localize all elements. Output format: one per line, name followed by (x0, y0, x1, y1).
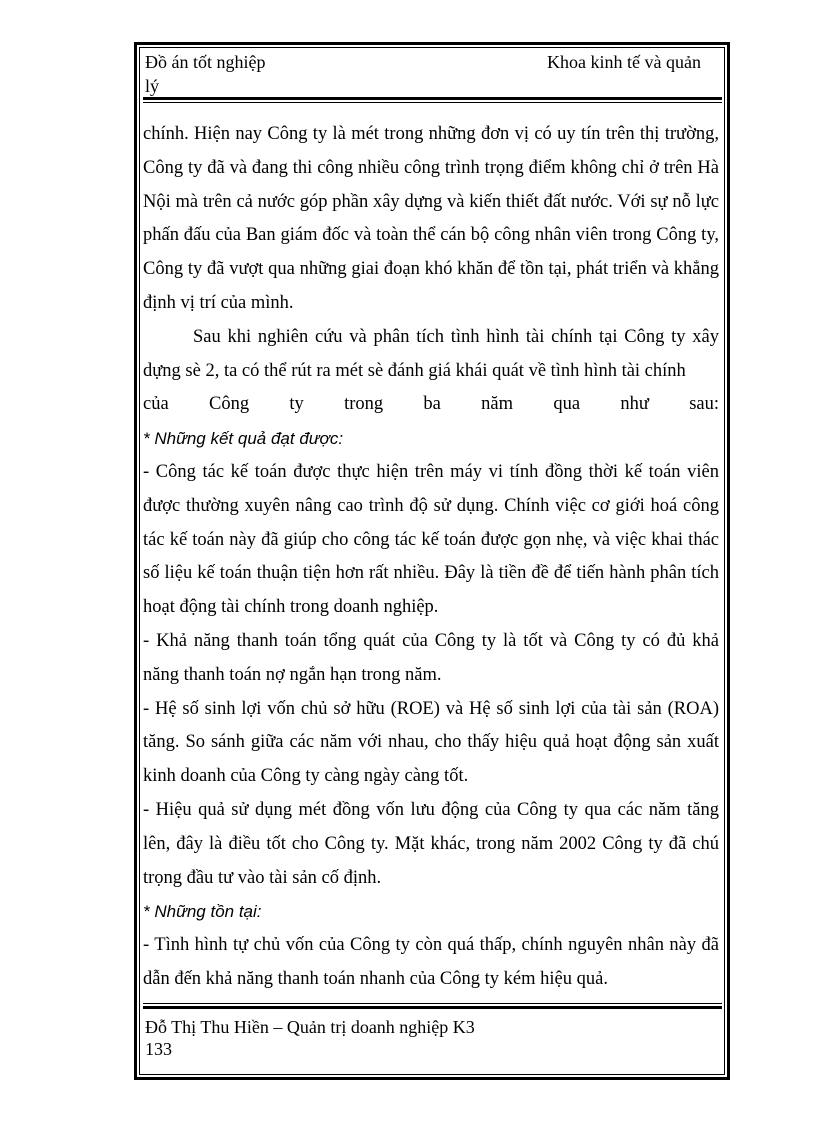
footer-rule-thin (143, 1003, 722, 1004)
header-faculty: Khoa kinh tế và quản (547, 52, 701, 72)
header-title: Đồ án tốt nghiệp (145, 52, 266, 72)
document-body (143, 118, 719, 997)
header-rule-thin (143, 102, 722, 103)
paragraph-solvency: - Khả năng thanh toán tổng quát của Công ty là tốt và Công ty có đủ khả năng thanh toán nợ ngắn hạn trong năm. (143, 630, 719, 685)
paragraph-accounting: - Công tác kế toán được thực hiện trên máy vi tính đồng thời kế toán viên được thường xuyên nâng cao trình độ sử dụng. Chính việc cơ giới hoá công tác kế toán này đã giúp cho công tác kế toán được gọn nhẹ, và việc khai thác số liệu kế toán thuận tiện hơn rất nhiều. Đây là tiền đề để tiến hành phân tích hoạt động tài chính trong doanh nghiệp. (143, 461, 719, 618)
paragraph-working-capital: - Hiệu quả sử dụng mét đồng vốn lưu động của Công ty qua các năm tăng lên, đây là điều tốt cho Công ty. Mặt khác, trong năm 2002 Công ty đã chú trọng đầu tư vào tài sản cố định. (143, 799, 719, 888)
paragraph-evaluation-intro: Sau khi nghiên cứu và phân tích tình hình tài chính tại Công ty xây dựng sè 2, ta có thể rút ra mét sè đánh giá khái quát về tình hình tài chính (143, 326, 719, 381)
paragraph-evaluation-intro-end: của Công ty trong ba năm qua như sau: (143, 394, 719, 415)
footer-rule-thick (143, 1006, 722, 1009)
footer-author: Đỗ Thị Thu Hiền – Quản trị doanh nghiệp K3 (145, 1017, 475, 1037)
page-footer (145, 1016, 720, 1060)
paragraph-roe-roa: - Hệ số sinh lợi vốn chủ sở hữu (ROE) và Hệ số sinh lợi của tài sản (ROA) tăng. So sánh giữa các năm với nhau, cho thấy hiệu quả hoạt động sản xuất kinh doanh của Công ty càng ngày càng tốt. (143, 698, 719, 787)
header-faculty-wrap: lý (145, 76, 160, 96)
paragraph-company-intro: chính. Hiện nay Công ty là mét trong những đơn vị có uy tín trên thị trường, Công ty đã và đang thi công nhiều công trình trọng điểm không chỉ ở trên Hà Nội mà trên cả nước góp phần xây dựng và kiến thiết đất nước. Với sự nỗ lực phấn đấu của Ban giám đốc và toàn thể cán bộ công nhân viên trong Công ty, Công ty đã vượt qua những giai đoạn khó khăn để tồn tại, phát triển và khẳng định vị trí của mình. (143, 124, 719, 313)
heading-shortcomings: * Những tồn tại: (143, 902, 262, 922)
paragraph-self-financing: - Tình hình tự chủ vốn của Công ty còn quá thấp, chính nguyên nhân này đã dẫn đến khả năng thanh toán nhanh của Công ty kém hiệu quả. (143, 935, 719, 989)
page-header (145, 52, 720, 98)
header-rule-thick (143, 97, 722, 100)
page-number: 133 (145, 1039, 172, 1059)
heading-achievements: * Những kết quả đạt được: (143, 429, 344, 449)
